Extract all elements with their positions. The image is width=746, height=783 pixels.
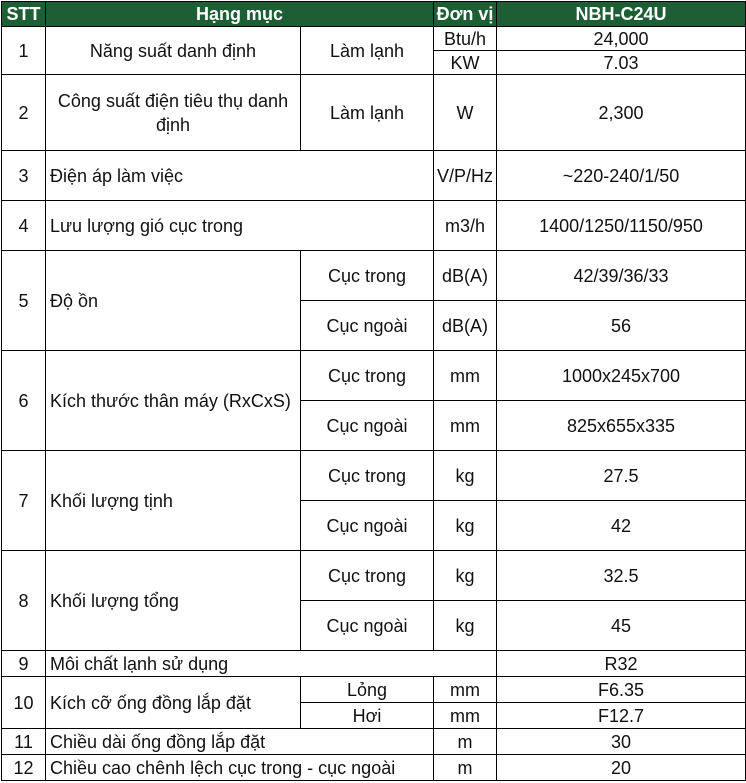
row-unit: m <box>434 729 497 755</box>
row-value: 1400/1250/1150/950 <box>497 201 746 251</box>
table-row <box>2 251 746 301</box>
table-row <box>2 75 746 151</box>
row-value: 30 <box>497 729 746 755</box>
header-stt: STT <box>2 2 46 27</box>
row-value: 56 <box>497 301 746 351</box>
row-unit: kg <box>434 551 497 601</box>
row-unit: W <box>434 75 497 151</box>
row-mode: Làm lạnh <box>301 27 434 75</box>
row-unit: V/P/Hz <box>434 151 497 201</box>
row-unit: dB(A) <box>434 301 497 351</box>
row-sub-item: Cục ngoài <box>301 601 434 651</box>
table-row <box>2 755 746 781</box>
row-unit: Btu/h <box>434 27 497 51</box>
row-value: 7.03 <box>497 51 746 75</box>
row-number: 8 <box>2 551 46 651</box>
row-item-name: Khối lượng tổng <box>46 551 301 651</box>
table-row <box>2 451 746 501</box>
row-value: 27.5 <box>497 451 746 501</box>
header-category: Hạng mục <box>46 2 434 27</box>
row-number: 6 <box>2 351 46 451</box>
header-unit: Đơn vị <box>434 2 497 27</box>
row-item-name: Chiều cao chênh lệch cục trong - cục ngoài <box>46 755 434 781</box>
row-item-name: Khối lượng tịnh <box>46 451 301 551</box>
row-value: 20 <box>497 755 746 781</box>
row-number: 1 <box>2 27 46 75</box>
table-row <box>2 677 746 703</box>
row-unit: dB(A) <box>434 251 497 301</box>
row-sub-item: Cục trong <box>301 451 434 501</box>
row-sub-item: Cục trong <box>301 251 434 301</box>
row-item-name: Chiều dài ống đồng lắp đặt <box>46 729 434 755</box>
row-number: 12 <box>2 755 46 781</box>
row-unit: m <box>434 755 497 781</box>
row-value: 1000x245x700 <box>497 351 746 401</box>
row-item-name: Kích cỡ ống đồng lắp đặt <box>46 677 301 729</box>
row-item-name: Lưu lượng gió cục trong <box>46 201 434 251</box>
row-number: 2 <box>2 75 46 151</box>
row-number: 7 <box>2 451 46 551</box>
row-sub-item: Cục trong <box>301 351 434 401</box>
row-unit: kg <box>434 451 497 501</box>
row-unit: mm <box>434 703 497 729</box>
table-row <box>2 729 746 755</box>
header-model: NBH-C24U <box>497 2 746 27</box>
table-row <box>2 201 746 251</box>
row-number: 9 <box>2 651 46 677</box>
row-unit: kg <box>434 501 497 551</box>
row-item-name: Công suất điện tiêu thụ danh định <box>46 75 301 151</box>
row-sub-item: Hơi <box>301 703 434 729</box>
row-value: 24,000 <box>497 27 746 51</box>
row-item-name: Điện áp làm việc <box>46 151 434 201</box>
row-sub-item: Cục trong <box>301 551 434 601</box>
row-value: ~220-240/1/50 <box>497 151 746 201</box>
row-value: 45 <box>497 601 746 651</box>
row-unit: mm <box>434 351 497 401</box>
row-unit: mm <box>434 677 497 703</box>
row-value: 42/39/36/33 <box>497 251 746 301</box>
row-unit: m3/h <box>434 201 497 251</box>
row-item-name: Độ ồn <box>46 251 301 351</box>
row-value: F12.7 <box>497 703 746 729</box>
row-item-name: Môi chất lạnh sử dụng <box>46 651 497 677</box>
row-sub-item: Cục ngoài <box>301 301 434 351</box>
row-value: R32 <box>497 651 746 677</box>
row-value: 2,300 <box>497 75 746 151</box>
row-value: 42 <box>497 501 746 551</box>
row-number: 4 <box>2 201 46 251</box>
table-row <box>2 351 746 401</box>
table-header-row <box>2 2 746 27</box>
row-value: F6.35 <box>497 677 746 703</box>
row-number: 10 <box>2 677 46 729</box>
row-unit: KW <box>434 51 497 75</box>
row-value: 825x655x335 <box>497 401 746 451</box>
row-number: 11 <box>2 729 46 755</box>
row-number: 5 <box>2 251 46 351</box>
row-unit: kg <box>434 601 497 651</box>
table-row <box>2 151 746 201</box>
row-item-name: Năng suất danh định <box>46 27 301 75</box>
row-sub-item: Cục ngoài <box>301 501 434 551</box>
table-row <box>2 551 746 601</box>
spec-table <box>1 1 746 781</box>
row-number: 3 <box>2 151 46 201</box>
table-row <box>2 651 746 677</box>
table-row <box>2 27 746 51</box>
row-item-name: Kích thước thân máy (RxCxS) <box>46 351 301 451</box>
row-value: 32.5 <box>497 551 746 601</box>
row-unit: mm <box>434 401 497 451</box>
row-mode: Làm lạnh <box>301 75 434 151</box>
row-sub-item: Cục ngoài <box>301 401 434 451</box>
row-sub-item: Lỏng <box>301 677 434 703</box>
